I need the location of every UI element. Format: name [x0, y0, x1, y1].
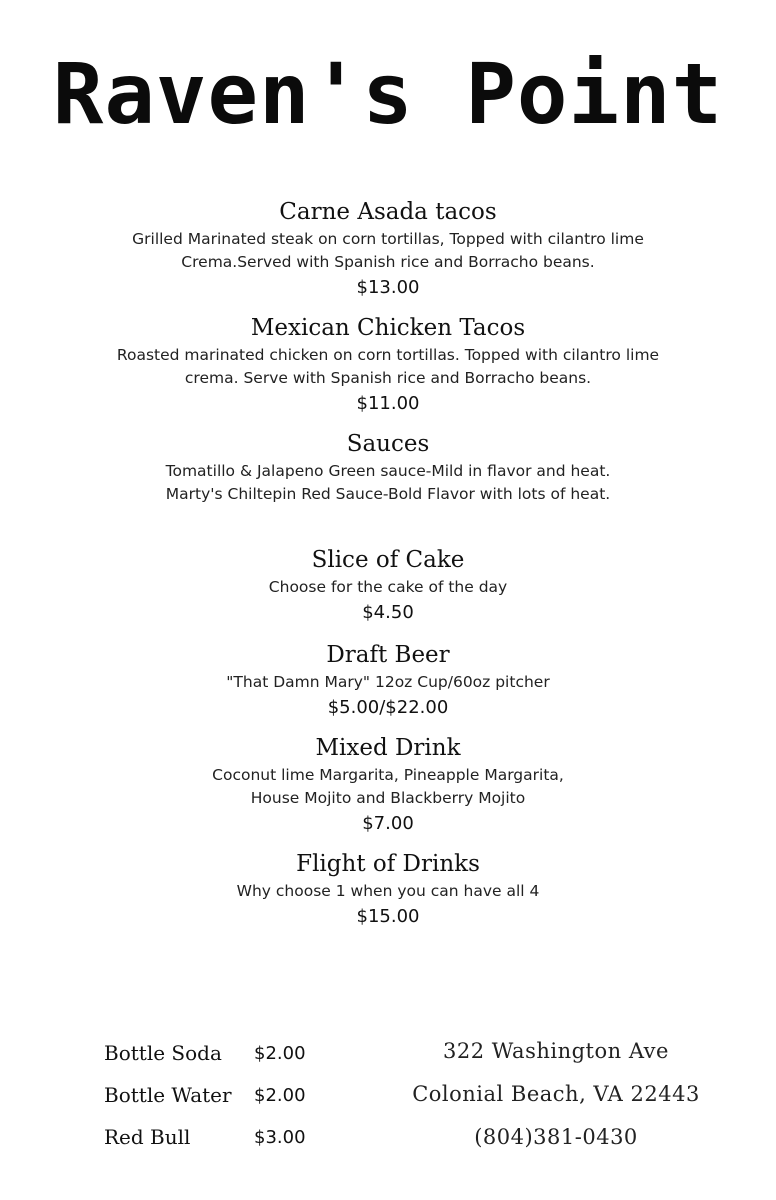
item-name: Mexican Chicken Tacos [250, 315, 526, 341]
item-price: $15.00 [356, 906, 420, 927]
item-name: Sauces [346, 431, 430, 457]
drink-row [104, 1074, 306, 1116]
drink-price: $2.00 [254, 1042, 306, 1064]
drink-price: $2.00 [254, 1084, 306, 1106]
menu-item-chicken-tacos [40, 312, 736, 418]
item-price: $13.00 [356, 277, 420, 298]
drink-price: $3.00 [254, 1126, 306, 1148]
phone-number: (804)381-0430 [474, 1125, 638, 1149]
item-description: Roasted marinated chicken on corn tortillas. Topped with cilantro lime crema. Serve with Spanish rice and Borracho beans. [116, 346, 660, 387]
menu-item-carne-asada [40, 196, 736, 302]
contact-info [396, 1030, 716, 1159]
item-price: $4.50 [362, 602, 414, 623]
bottled-drinks-list [104, 1032, 306, 1158]
item-name: Slice of Cake [311, 547, 465, 573]
menu-item-draft-beer [40, 639, 736, 722]
menu-item-cake [40, 544, 736, 627]
item-name: Flight of Drinks [296, 851, 480, 877]
item-name: Draft Beer [326, 642, 450, 668]
item-price: $11.00 [356, 393, 420, 414]
item-description: Coconut lime Margarita, Pineapple Margarita, House Mojito and Blackberry Mojito [212, 766, 564, 807]
item-name: Mixed Drink [315, 735, 461, 761]
item-description: Tomatillo & Jalapeno Green sauce-Mild in flavor and heat. Marty's Chiltepin Red Sauce-Bold Flavor with lots of heat. [165, 462, 611, 503]
drink-row [104, 1116, 306, 1158]
item-description: Choose for the cake of the day [268, 578, 508, 596]
street-address: 322 Washington Ave [443, 1039, 669, 1063]
menu-list [40, 196, 736, 931]
item-description: Why choose 1 when you can have all 4 [236, 882, 540, 900]
drink-name: Bottle Water [104, 1083, 232, 1107]
item-price: $5.00/$22.00 [327, 697, 449, 718]
drink-row [104, 1032, 306, 1074]
item-description: "That Damn Mary" 12oz Cup/60oz pitcher [226, 673, 550, 691]
drink-name: Bottle Soda [104, 1041, 222, 1065]
menu-item-flight [40, 848, 736, 931]
item-name: Carne Asada tacos [279, 199, 497, 225]
menu-item-sauces [40, 428, 736, 506]
city-state-zip: Colonial Beach, VA 22443 [412, 1082, 700, 1106]
restaurant-name: Raven's Point [52, 45, 724, 143]
item-description: Grilled Marinated steak on corn tortillas, Topped with cilantro lime Crema.Served with Spanish rice and Borracho beans. [132, 230, 644, 271]
item-price: $7.00 [362, 813, 414, 834]
drink-name: Red Bull [104, 1125, 191, 1149]
menu-item-mixed-drink [40, 732, 736, 838]
